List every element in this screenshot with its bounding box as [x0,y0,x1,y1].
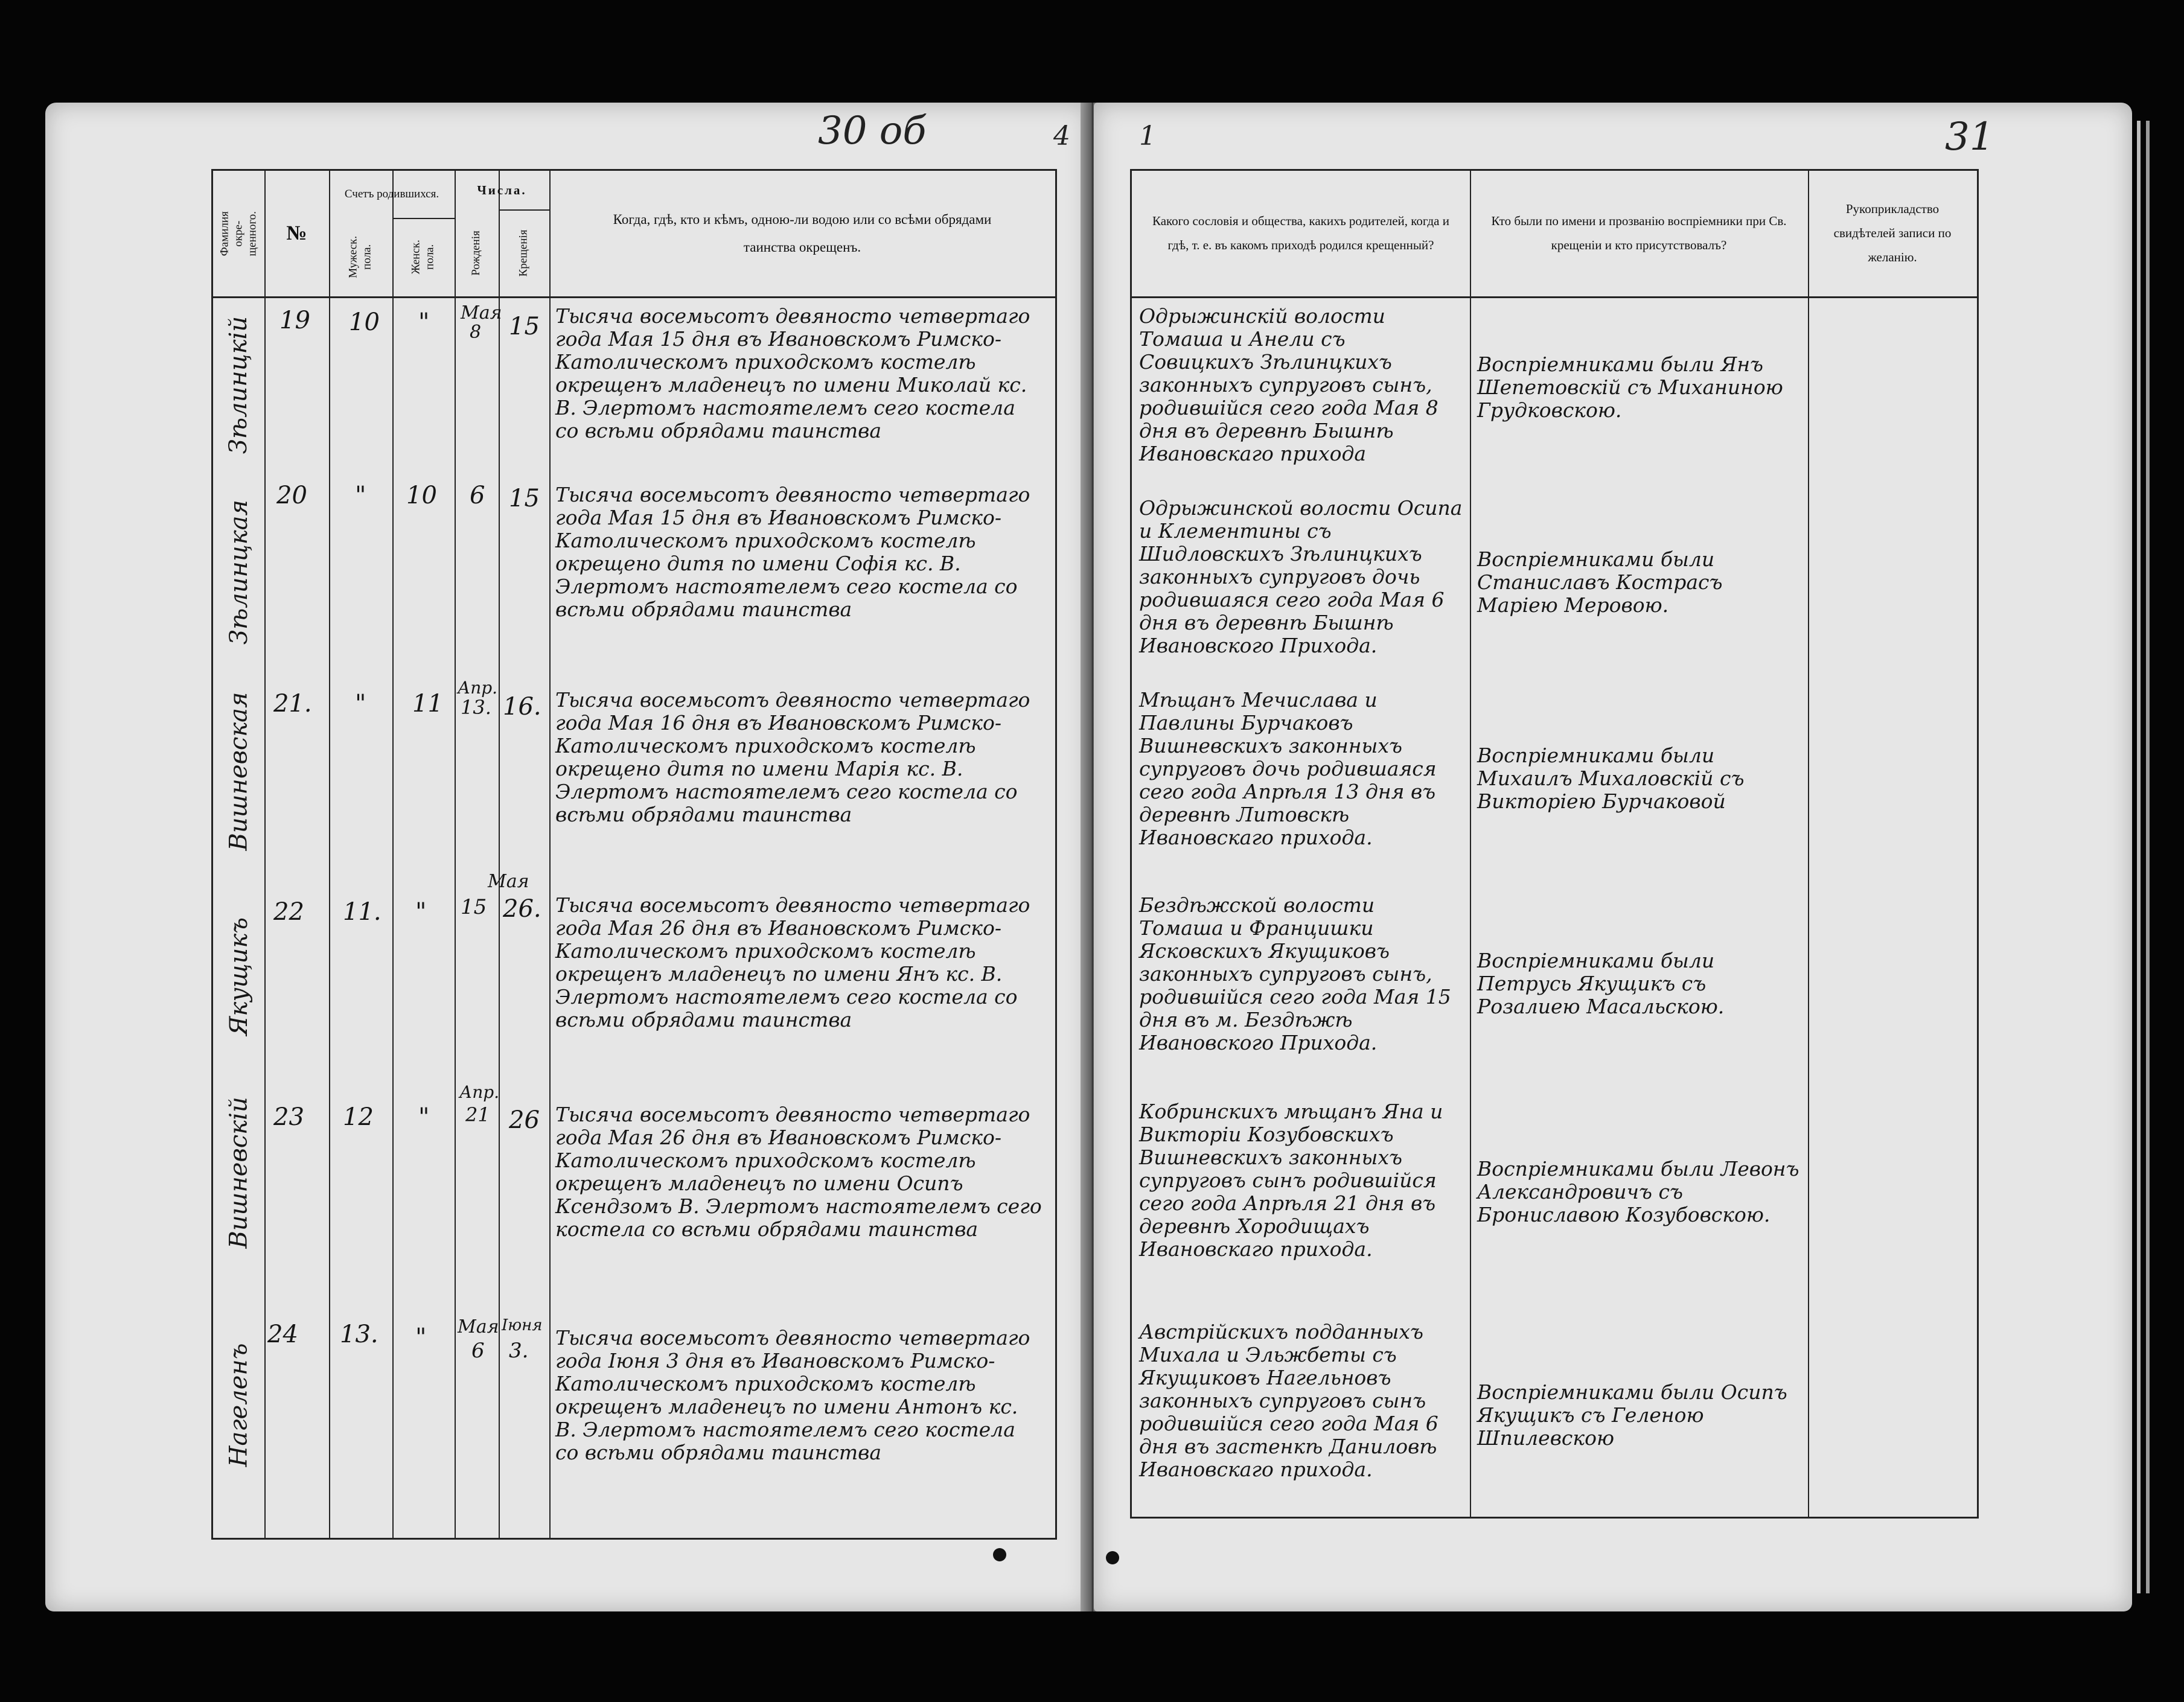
page-edge [2146,121,2150,1593]
entry-24-baptism-text: Тысяча восемьсотъ девяносто четвертаго года Іюня 3 дня въ Ивановскомъ Римско-Католическомъ приходскомъ костелѣ окрещенъ младенецъ по имени Антонъ кс. В. Элертомъ настоятелемъ сего костела со всѣми обрядами таинства [555,1326,1030,1464]
entry-24-female-count: " [415,1324,427,1351]
entry-23-baptism-day: 26 [509,1106,540,1134]
entry-22-male-count: 11. [343,898,382,926]
entry-22-birth-day: 15 [461,895,487,919]
page-edge [2137,121,2141,1593]
entry-22-baptism-day: 26. [503,895,541,923]
header-parents: Какого сословія и общества, какихъ родителей, когда и гдѣ, т. е. въ какомъ приходѣ родился крещенный? [1152,214,1449,252]
entry-23-surname: Вишневскій [225,1097,253,1249]
right-page [1094,103,2132,1611]
entry-24-parents: Австрійскихъ подданныхъ Михала и Эльжбеты съ Якущиковъ Нагельновъ законныхъ супруговъ сынъ родившійся сего года Мая 6 дня въ застенкѣ Даниловѣ Ивановскаго прихода. [1139,1320,1438,1481]
entry-22-number: 22 [273,898,304,926]
entry-24-male-count: 13. [340,1321,378,1348]
right-register-table [1130,169,1979,1519]
header-male: Мужеск. пола. [346,236,374,278]
entry-19-parents: Одрыжинскій волости Томаша и Анели съ Совицкихъ Зѣлинцкихъ законныхъ супруговъ сынъ, родившійся сего года Мая 8 дня въ деревнѣ Бышнѣ Ивановскаго прихода [1139,304,1438,465]
entry-20-baptism-text: Тысяча восемьсотъ девяносто четвертаго года Мая 15 дня въ Ивановскомъ Римско-Католическомъ приходскомъ костелѣ окрещено дитя по имени Софія кс. В. Элертомъ настоятелемъ сего костела со всѣми обрядами таинства [555,483,1030,621]
entry-23-male-count: 12 [343,1103,374,1131]
entry-19-number: 19 [279,307,310,334]
entry-19-birth-month: Мая [461,302,502,324]
entry-20-godparents: Воспріемниками были Станиславъ Кострасъ Маріею Меровою. [1477,547,1723,617]
entry-19-birth-day: 8 [470,322,482,343]
entry-19-baptism-day: 15 [509,313,540,340]
entry-21-birth-day: 13. [461,696,491,719]
header-female: Женск. пола. [409,240,436,275]
header-dates: Числа. [477,182,527,197]
entry-22-surname: Якущикъ [225,917,253,1036]
entry-24-baptism-month: Іюня [502,1316,543,1334]
entry-23-parents: Кобринскихъ мѣщанъ Яна и Викторіи Козубовскихъ Вишневскихъ законныхъ супруговъ сынъ родившійся сего года Апрѣля 21 дня въ деревнѣ Хородищахъ Ивановскаго прихода. [1139,1100,1443,1261]
entry-19-female-count: " [418,308,430,336]
left-page [45,103,1090,1611]
entry-20-surname: Зѣлинцкая [225,500,253,645]
entry-24-birth-day: 6 [471,1339,485,1363]
entry-19-godparents: Воспріемниками были Янъ Шепетовскій съ Миханиною Грудковскою. [1477,352,1783,422]
header-birth: Рожденія [470,230,483,276]
header-baptism-description: Когда, гдѣ, кто и кѣмъ, одною-ли водою или со всѣми обрядами таинства окрещенъ. [613,212,992,255]
entry-23-birth-day: 21 [465,1103,490,1126]
entry-19-surname: Зѣлинцкій [225,316,253,454]
entry-21-baptism-day: 16. [503,693,541,721]
entry-22-baptism-text: Тысяча восемьсотъ девяносто четвертаго года Мая 26 дня въ Ивановскомъ Римско-Католическомъ приходскомъ костелѣ окрещенъ младенецъ по имени Янъ кс. В. Элертомъ настоятелемъ сего костела со всѣми обрядами таинства [555,893,1030,1031]
entry-23-number: 23 [273,1103,304,1131]
entry-21-godparents: Воспріемниками были Михаилъ Михаловскій съ Викторіею Бурчаковой [1477,744,1745,813]
header-surname: Фамилия окре-щенного. [218,211,258,257]
left-register-table [211,169,1057,1540]
entry-20-birth-day: 6 [470,482,485,509]
folio-left-small: 4 [1053,121,1070,151]
entry-21-female-count: 11 [412,690,443,718]
entry-23-godparents: Воспріемниками были Левонъ Александровичъ съ Брониславою Козубовскою. [1477,1157,1799,1226]
entry-22-birth-month: Мая [488,871,529,892]
entry-21-parents: Мѣщанъ Мечислава и Павлины Бурчаковъ Вишневскихъ законныхъ супруговъ дочь родившаяся сего года Апрѣля 13 дня въ деревнѣ Литовскѣ Ивановскаго прихода. [1139,688,1437,849]
entry-24-number: 24 [267,1321,298,1348]
entry-22-godparents: Воспріемниками были Петрусь Якущикъ съ Розалиею Масальскою. [1477,949,1725,1018]
folio-right-small: 1 [1139,121,1156,151]
entry-20-female-count: 10 [406,482,437,509]
header-number: № [286,222,307,244]
entry-24-godparents: Воспріемниками были Осипъ Якущикъ съ Геленою Шпилевскою [1477,1380,1787,1450]
header-baptism-date: Крещенія [517,229,530,276]
header-godparents: Кто были по имени и прозванію воспріемники при Св. крещеніи и кто присутствовалъ? [1491,214,1787,252]
entry-23-baptism-text: Тысяча восемьсотъ девяносто четвертаго года Мая 26 дня въ Ивановскомъ Римско-Католическомъ приходскомъ костелѣ окрещенъ младенецъ по имени Осипъ Ксендзомъ В. Элертомъ настоятелемъ сего костела со всѣми обрядами таинства [555,1103,1042,1241]
entry-23-birth-month: Апр. [459,1082,500,1102]
entry-21-surname: Вишневская [225,692,253,851]
entry-24-surname: Нагеленъ [225,1343,253,1467]
entry-22-female-count: " [415,898,427,926]
entry-23-female-count: " [418,1103,430,1131]
folio-left: 30 об [818,109,927,153]
folio-right: 31 [1945,115,1994,159]
entry-21-male-count: " [355,690,366,718]
entry-20-baptism-day: 15 [509,485,540,512]
ink-blot [993,1548,1006,1561]
header-signatures: Рукоприкладство свидѣтелей записи по желанію. [1833,202,1952,264]
ink-blot [1106,1551,1119,1564]
entry-20-parents: Одрыжинской волости Осипа и Клементины съ Шидловскихъ Зѣлинцкихъ законныхъ супруговъ дочь родившаяся сего года Мая 6 дня въ деревнѣ Бышнѣ Ивановского Прихода. [1139,496,1463,657]
entry-24-birth-month: Мая [458,1316,499,1337]
entry-21-birth-month: Апр. [458,678,498,698]
entry-19-male-count: 10 [349,308,380,336]
entry-24-baptism-day: 3. [509,1339,529,1363]
entry-21-number: 21. [273,690,312,718]
entry-22-parents: Бездѣжской волости Томаша и Францишки Ясковскихъ Якущиковъ законныхъ супруговъ сынъ, родившійся сего года Мая 15 дня въ м. Бездѣжѣ Ивановского Прихода. [1139,893,1451,1054]
entry-21-baptism-text: Тысяча восемьсотъ девяносто четвертаго года Мая 16 дня въ Ивановскомъ Римско-Католическомъ приходскомъ костелѣ окрещено дитя по имени Марія кс. В. Элертомъ настоятелемъ сего костела со всѣми обрядами таинства [555,688,1030,826]
entry-19-baptism-text: Тысяча восемьсотъ девяносто четвертаго года Мая 15 дня въ Ивановскомъ Римско-Католическомъ приходскомъ костелѣ окрещенъ младенецъ по имени Миколай кс. В. Элертомъ настоятелемъ сего костела со всѣми обрядами таинства [555,304,1030,442]
header-count: Счетъ родившихся. [344,187,439,200]
entry-20-number: 20 [276,482,307,509]
entry-20-male-count: " [355,482,366,509]
